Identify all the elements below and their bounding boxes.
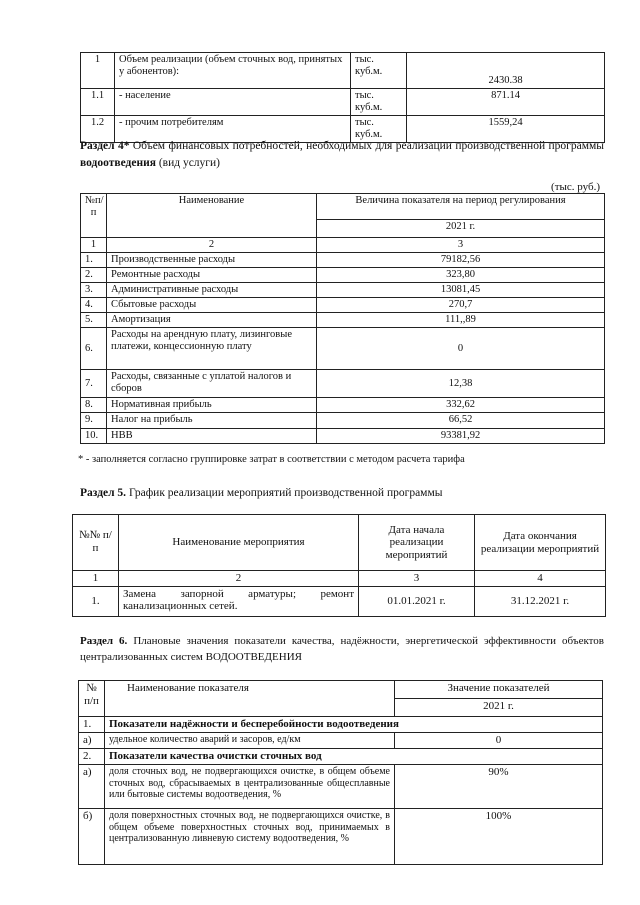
row-value: 1559,24 <box>407 116 605 143</box>
row-number: 1. <box>81 253 107 268</box>
section4-suffix: (вид услуги) <box>158 156 220 169</box>
table-row <box>81 370 605 398</box>
index-cell: 2 <box>119 571 359 587</box>
table-row <box>81 253 605 268</box>
row-number: 9. <box>81 413 107 428</box>
row-name: доля поверхностных сточных вод, не подвергающихся очистке, в общем объеме поверхностных сточных вод, принимаемых в централизованную ливневую систему водоотведения, % <box>105 809 395 865</box>
row-value: 93381,92 <box>317 428 605 443</box>
header-value: Величина показателя на период регулирования <box>317 194 605 220</box>
table-row <box>81 53 605 89</box>
table-row <box>81 398 605 413</box>
section5-title: График реализации мероприятий производственной программы <box>128 487 443 499</box>
row-name: НВВ <box>107 428 317 443</box>
row-number: 1.1 <box>81 89 115 116</box>
row-value: 0 <box>395 733 603 749</box>
table-row <box>79 765 603 809</box>
header-value: Значение показателей <box>395 681 603 699</box>
table-row <box>79 733 603 749</box>
table-row <box>81 428 605 443</box>
row-number: 1. <box>73 586 119 616</box>
row-name: Объем реализации (объем сточных вод, принятых у абонентов): <box>115 53 351 89</box>
section5-heading <box>80 485 604 502</box>
header-num: №п/ п <box>81 194 107 238</box>
section4-text: Объем финансовых потребностей, необходимых для реализации производственной программы <box>132 140 605 152</box>
row-value: 270,7 <box>317 298 605 313</box>
section6-title: Плановые значения показатели качества, надёжности, энергетической эффективности объектов централизованных систем ВОДООТВЕДЕНИЯ <box>80 635 605 663</box>
row-value: 2430.38 <box>407 53 605 89</box>
table-header-row <box>73 515 606 571</box>
row-value: 111,,89 <box>317 313 605 328</box>
section4-unit-note: (тыс. руб.) <box>551 181 600 193</box>
row-value: 13081,45 <box>317 283 605 298</box>
row-number: 1 <box>81 53 115 89</box>
row-name: Нормативная прибыль <box>107 398 317 413</box>
row-number: 8. <box>81 398 107 413</box>
header-name: Наименование <box>107 194 317 238</box>
table-index-row <box>73 571 606 587</box>
header-start: Дата начала реализации мероприятий <box>359 515 475 571</box>
row-number: 6. <box>81 328 107 370</box>
row-number: а) <box>79 733 105 749</box>
table-row <box>81 328 605 370</box>
row-value: 871.14 <box>407 89 605 116</box>
row-value: 332,62 <box>317 398 605 413</box>
section4-label: Раздел 4* <box>80 140 130 152</box>
header-year: 2021 г. <box>395 699 603 717</box>
row-unit: тыс. куб.м. <box>351 53 407 89</box>
header-name: Наименование мероприятия <box>119 515 359 571</box>
schedule-table <box>72 514 606 617</box>
row-value: 0 <box>317 328 605 370</box>
row-name: Налог на прибыль <box>107 413 317 428</box>
row-number: 10. <box>81 428 107 443</box>
row-name: Ремонтные расходы <box>107 268 317 283</box>
row-name: удельное количество аварий и засоров, ед/км <box>105 733 395 749</box>
table-row <box>81 283 605 298</box>
row-end-date: 31.12.2021 г. <box>475 586 606 616</box>
row-value: 66,52 <box>317 413 605 428</box>
table-row <box>81 413 605 428</box>
row-name: доля сточных вод, не подвергающихся очистке, в общем объеме сточных вод, сбрасываемых в централизованные общесплавные или бытовые системы водоотведения, % <box>105 765 395 809</box>
row-value: 79182,56 <box>317 253 605 268</box>
sales-volume-table <box>80 52 605 143</box>
row-number: 1. <box>79 717 105 733</box>
header-num: №№ п/п <box>73 515 119 571</box>
table-row <box>79 809 603 865</box>
row-number: 1.2 <box>81 116 115 143</box>
quality-indicators-table <box>78 680 603 865</box>
index-cell: 1 <box>73 571 119 587</box>
row-number: б) <box>79 809 105 865</box>
table-row <box>81 313 605 328</box>
row-unit: тыс. куб.м. <box>351 116 407 143</box>
financial-needs-table <box>80 193 605 444</box>
index-cell: 2 <box>107 238 317 253</box>
section4-footnote: * - заполняется согласно группировке затрат в соответствии с методом расчета тарифа <box>78 454 465 465</box>
table-header-row <box>81 194 605 220</box>
table-row <box>81 268 605 283</box>
table-header-row <box>79 681 603 699</box>
row-number: а) <box>79 765 105 809</box>
header-year: 2021 г. <box>317 220 605 238</box>
row-value: 323,80 <box>317 268 605 283</box>
row-group-title: Показатели качества очистки сточных вод <box>105 749 603 765</box>
row-name: - прочим потребителям <box>115 116 351 143</box>
index-cell: 4 <box>475 571 606 587</box>
table-row <box>73 586 606 616</box>
row-number: 2. <box>79 749 105 765</box>
table-group-row <box>79 749 603 765</box>
row-value: 100% <box>395 809 603 865</box>
row-name: Сбытовые расходы <box>107 298 317 313</box>
header-end: Дата окончания реализации мероприятий <box>475 515 606 571</box>
row-value: 90% <box>395 765 603 809</box>
row-unit: тыс. куб.м. <box>351 89 407 116</box>
row-name: Производственные расходы <box>107 253 317 268</box>
row-number: 5. <box>81 313 107 328</box>
section5-label: Раздел 5. <box>80 487 127 499</box>
row-number: 2. <box>81 268 107 283</box>
row-number: 3. <box>81 283 107 298</box>
row-group-title: Показатели надёжности и бесперебойности водоотведения <box>105 717 603 733</box>
table-group-row <box>79 717 603 733</box>
row-name: - население <box>115 89 351 116</box>
section4-service: водоотведения <box>80 156 156 169</box>
row-name: Административные расходы <box>107 283 317 298</box>
header-name: Наименование показателя <box>105 681 395 717</box>
index-cell: 3 <box>359 571 475 587</box>
table-row <box>81 89 605 116</box>
row-name: Замена запорной арматуры; ремонт канализационных сетей. <box>119 586 359 616</box>
section4-heading <box>80 138 604 171</box>
row-value: 12,38 <box>317 370 605 398</box>
table-index-row <box>81 238 605 253</box>
section6-label: Раздел 6. <box>80 635 128 647</box>
section6-heading <box>80 634 604 666</box>
index-cell: 3 <box>317 238 605 253</box>
table-row <box>81 298 605 313</box>
row-name: Расходы на арендную плату, лизинговые платежи, концессионную плату <box>107 328 317 370</box>
row-number: 7. <box>81 370 107 398</box>
row-number: 4. <box>81 298 107 313</box>
row-name: Расходы, связанные с уплатой налогов и сборов <box>107 370 317 398</box>
header-num: № п/п <box>79 681 105 717</box>
row-start-date: 01.01.2021 г. <box>359 586 475 616</box>
index-cell: 1 <box>81 238 107 253</box>
row-name: Амортизация <box>107 313 317 328</box>
